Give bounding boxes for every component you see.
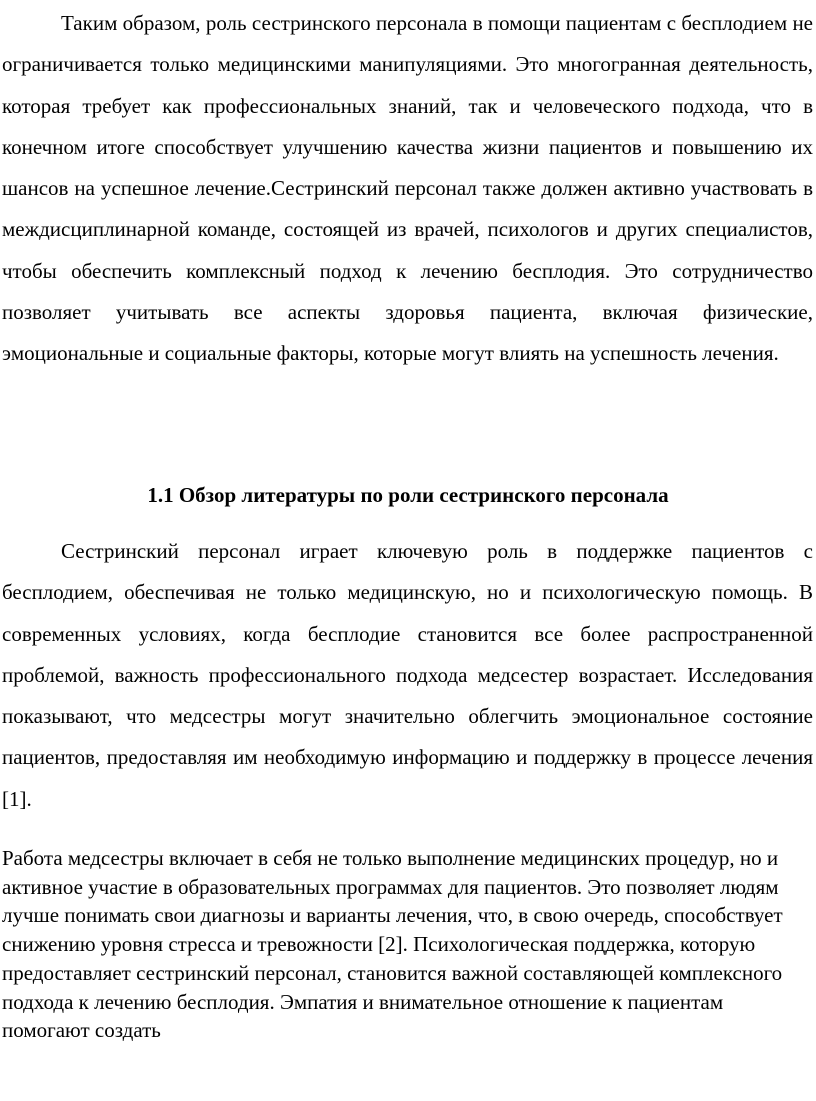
section-heading: 1.1 Обзор литературы по роли сестринского персонала (147, 483, 669, 507)
final-paragraph: Работа медсестры включает в себя не только выполнение медицинских процедур, но и активное участие в образовательных программах для пациентов. Это позволяет людям лучше понимать свои диагнозы и варианты лечения, что, в свою очередь, способствует снижению уровня стресса и тревожности [2]. Психологическая поддержка, которую предоставляет сестринский персонал, становится важной составляющей комплексного подхода к лечению бесплодия. Эмпатия и внимательное отношение к пациентам помогают создать (2, 846, 783, 1043)
intro-paragraph: Таким образом, роль сестринского персонала в помощи пациентам с бесплодием не ограничивается только медицинскими манипуляциями. Это многогранная деятельность, которая требует как профессиональных знаний, так и человеческого подхода, что в конечном итоге способствует улучшению качества жизни пациентов и повышению их шансов на успешное лечение.Сестринский персонал также должен активно участвовать в междисциплинарной команде, состоящей из врачей, психологов и других специалистов, чтобы обеспечить комплексный подход к лечению бесплодия. Это сотрудничество позволяет учитывать все аспекты здоровья пациента, включая физические, эмоциональные и социальные факторы, которые могут влиять на успешность лечения. (2, 11, 813, 366)
literature-paragraph: Сестринский персонал играет ключевую роль в поддержке пациентов с бесплодием, обеспечивая не только медицинскую, но и психологическую помощь. В современных условиях, когда бесплодие становится все более распространенной проблемой, важность профессионального подхода медсестер возрастает. Исследования показывают, что медсестры могут значительно облегчить эмоциональное состояние пациентов, предоставляя им необходимую информацию и поддержку в процессе лечения [1]. (2, 539, 813, 811)
